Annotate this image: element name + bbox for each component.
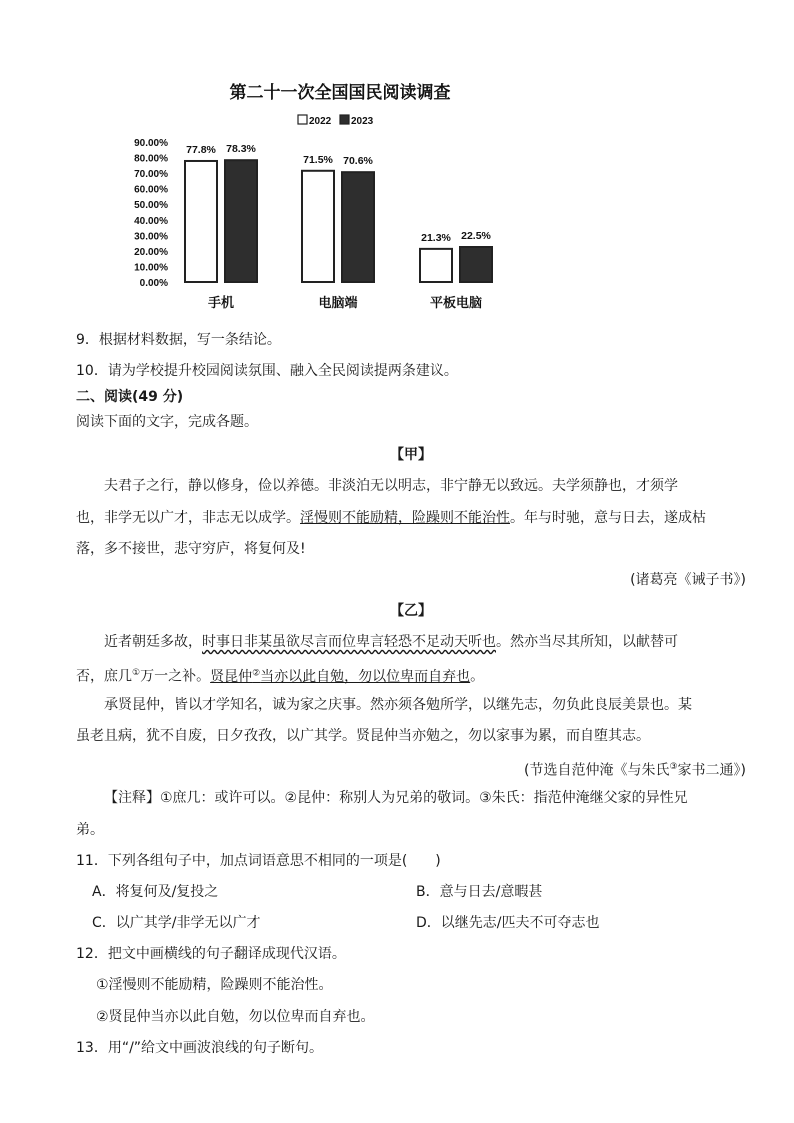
data-label: 22.5% bbox=[461, 230, 491, 242]
legend-swatch bbox=[298, 115, 307, 124]
legend-swatch bbox=[340, 115, 349, 124]
y-tick-label: 60.00% bbox=[134, 184, 168, 196]
passage-text: 万一之补。 bbox=[140, 668, 211, 685]
bar-2022-0 bbox=[185, 161, 217, 282]
passage-yi-line bbox=[76, 632, 678, 652]
data-label: 77.8% bbox=[186, 143, 216, 156]
question-11: 11．下列各组句子中，加点词语意思不相同的一项是( ) bbox=[76, 853, 441, 869]
passage-text: 否，庶几 bbox=[76, 668, 132, 685]
annotation-line: 弟。 bbox=[76, 822, 104, 838]
passage-text: (节选自范仲淹《与朱氏 bbox=[523, 762, 670, 779]
option-c: C．以广其学/非学无以广才 bbox=[92, 915, 261, 931]
passage-text: 。年与时驰，意与日去，遂成枯 bbox=[510, 510, 706, 526]
passage-yi-line: 虽老且病，犹不自废，日夕孜孜，以广其学。贤昆仲当亦勉之，勿以家事为累，而自堕其志。 bbox=[76, 728, 650, 744]
question-9: 9．根据材料数据，写一条结论。 bbox=[76, 332, 281, 348]
reading-instruction: 阅读下面的文字，完成各题。 bbox=[76, 414, 258, 430]
passage-text: 也，非学无以广才，非志无以成学。 bbox=[76, 510, 300, 526]
option-a: A．将复何及/复投之 bbox=[92, 884, 219, 900]
wavy-underlined-sentence: 时事日非某虽欲尽言而位卑言轻恐不足动天听也 bbox=[202, 634, 496, 650]
x-category-label: 电脑端 bbox=[318, 296, 358, 311]
passage-jia-line bbox=[76, 508, 706, 528]
y-tick-label: 80.00% bbox=[134, 153, 168, 165]
y-tick-label: 70.00% bbox=[134, 169, 168, 181]
footnote-marker: ① bbox=[132, 668, 141, 678]
passage-text: 当亦以此自勉，勿以位卑而自弃也 bbox=[260, 668, 471, 685]
section-heading: 二、阅读(49 分) bbox=[76, 389, 184, 405]
footnote-marker: ③ bbox=[669, 762, 678, 772]
y-tick-label: 10.00% bbox=[134, 262, 168, 274]
chart-title: 第二十一次全国国民阅读调查 bbox=[229, 83, 451, 103]
legend-label: 2022 bbox=[309, 116, 332, 127]
y-tick-label: 20.00% bbox=[134, 246, 168, 258]
y-tick-label: 50.00% bbox=[134, 200, 168, 212]
reading-survey-chart bbox=[120, 72, 560, 322]
y-tick-label: 30.00% bbox=[134, 231, 168, 243]
legend-label: 2023 bbox=[351, 116, 374, 127]
passage-yi-title: 【乙】 bbox=[390, 603, 432, 619]
underlined-sentence bbox=[210, 669, 470, 685]
bar-2023-1 bbox=[342, 172, 374, 282]
y-tick-label: 40.00% bbox=[134, 215, 168, 227]
passage-jia-line: 落，多不接世，悲守穷庐，将复何及! bbox=[76, 541, 306, 557]
bar-2023-2 bbox=[460, 247, 492, 282]
option-b: B．意与日去/意暇甚 bbox=[416, 884, 543, 900]
data-label: 70.6% bbox=[343, 155, 373, 168]
question-12-item: ②贤昆仲当亦以此自勉，勿以位卑而自弃也。 bbox=[96, 1009, 375, 1025]
y-tick-label: 90.00% bbox=[134, 138, 168, 149]
bar-2023-0 bbox=[225, 160, 257, 282]
question-12: 12．把文中画横线的句子翻译成现代汉语。 bbox=[76, 946, 346, 962]
option-d: D．以继先志/匹夫不可夺志也 bbox=[416, 915, 600, 931]
data-label: 21.3% bbox=[421, 231, 451, 244]
y-tick-label: 0.00% bbox=[139, 278, 168, 289]
question-13: 13．用“/”给文中画波浪线的句子断句。 bbox=[76, 1040, 324, 1056]
passage-text: 贤昆仲 bbox=[210, 668, 253, 685]
footnote-marker: ② bbox=[252, 668, 261, 678]
passage-text: 。然亦当尽其所知，以献替可 bbox=[496, 634, 678, 650]
question-10: 10．请为学校提升校园阅读氛围、融入全民阅读提两条建议。 bbox=[76, 363, 458, 379]
annotation-line: 【注释】①庶几：或许可以。②昆仲：称别人为兄弟的敬词。③朱氏：指范仲淹继父家的异性兄 bbox=[104, 790, 688, 806]
passage-text: 。 bbox=[470, 668, 485, 685]
data-label: 78.3% bbox=[226, 143, 256, 156]
data-label: 71.5% bbox=[303, 153, 333, 166]
passage-text: 近者朝廷多故， bbox=[104, 634, 202, 650]
x-category-label: 平板电脑 bbox=[429, 296, 483, 311]
underlined-sentence: 淫慢则不能励精，险躁则不能治性 bbox=[300, 510, 510, 526]
bar-chart-svg bbox=[120, 72, 560, 322]
question-12-item: ①淫慢则不能励精，险躁则不能治性。 bbox=[96, 977, 333, 993]
passage-jia-source: (诸葛亮《诫子书》) bbox=[630, 572, 746, 588]
x-category-label: 手机 bbox=[207, 296, 235, 311]
passage-yi-line: 承贤昆仲，皆以才学知名，诚为家之庆事。然亦须各勉所学，以继先志，勿负此良辰美景也。某 bbox=[104, 697, 692, 713]
passage-jia-line: 夫君子之行，静以修身，俭以养德。非淡泊无以明志，非宁静无以致远。夫学须静也，才须学 bbox=[104, 478, 678, 494]
bar-2022-2 bbox=[420, 249, 452, 282]
passage-jia-title: 【甲】 bbox=[390, 447, 432, 463]
bar-2022-1 bbox=[302, 171, 334, 282]
passage-yi-source bbox=[76, 757, 746, 781]
passage-yi-line bbox=[76, 663, 484, 687]
passage-text: 家书二通》) bbox=[677, 762, 746, 779]
